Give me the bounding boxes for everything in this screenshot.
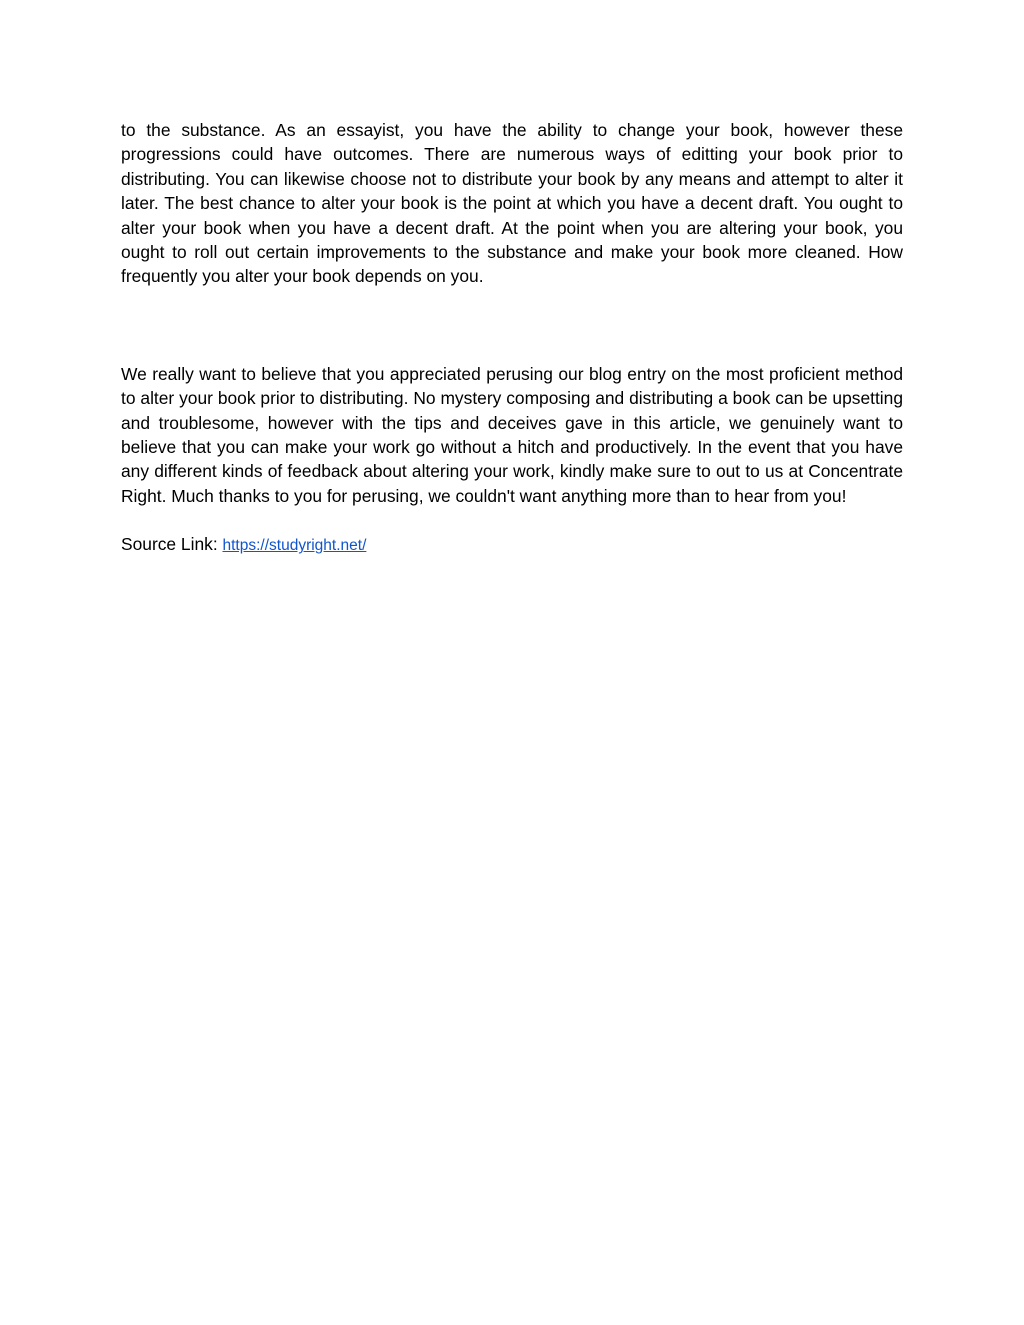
source-label: Source Link:: [121, 534, 223, 555]
source-link[interactable]: https://studyright.net/: [222, 537, 367, 555]
source-line: [121, 532, 903, 558]
body-paragraph-2: We really want to believe that you appreciated perusing our blog entry on the most proficient method to alter your book prior to distributing. No mystery composing and distributing a book can be upsetting and troublesome, however with the tips and deceives gave in this article, we genuinely want to believe that you can make your work go without a hitch and productively. In the event that you have any different kinds of feedback about altering your work, kindly make sure to out to us at Concentrate Right. Much thanks to you for perusing, we couldn't want anything more than to hear from you!: [121, 363, 903, 506]
body-paragraph-1: to the substance. As an essayist, you have the ability to change your book, however these progressions could have outcomes. There are numerous ways of editting your book prior to distributing. You can likewise choose not to distribute your book by any means and attempt to alter it later. The best chance to alter your book is the point at which you have a decent draft. You ought to alter your book when you have a decent draft. At the point when you are altering your book, you ought to roll out certain improvements to the substance and make your book more cleaned. How frequently you alter your book depends on you.: [121, 120, 903, 287]
document-page: [121, 118, 903, 559]
